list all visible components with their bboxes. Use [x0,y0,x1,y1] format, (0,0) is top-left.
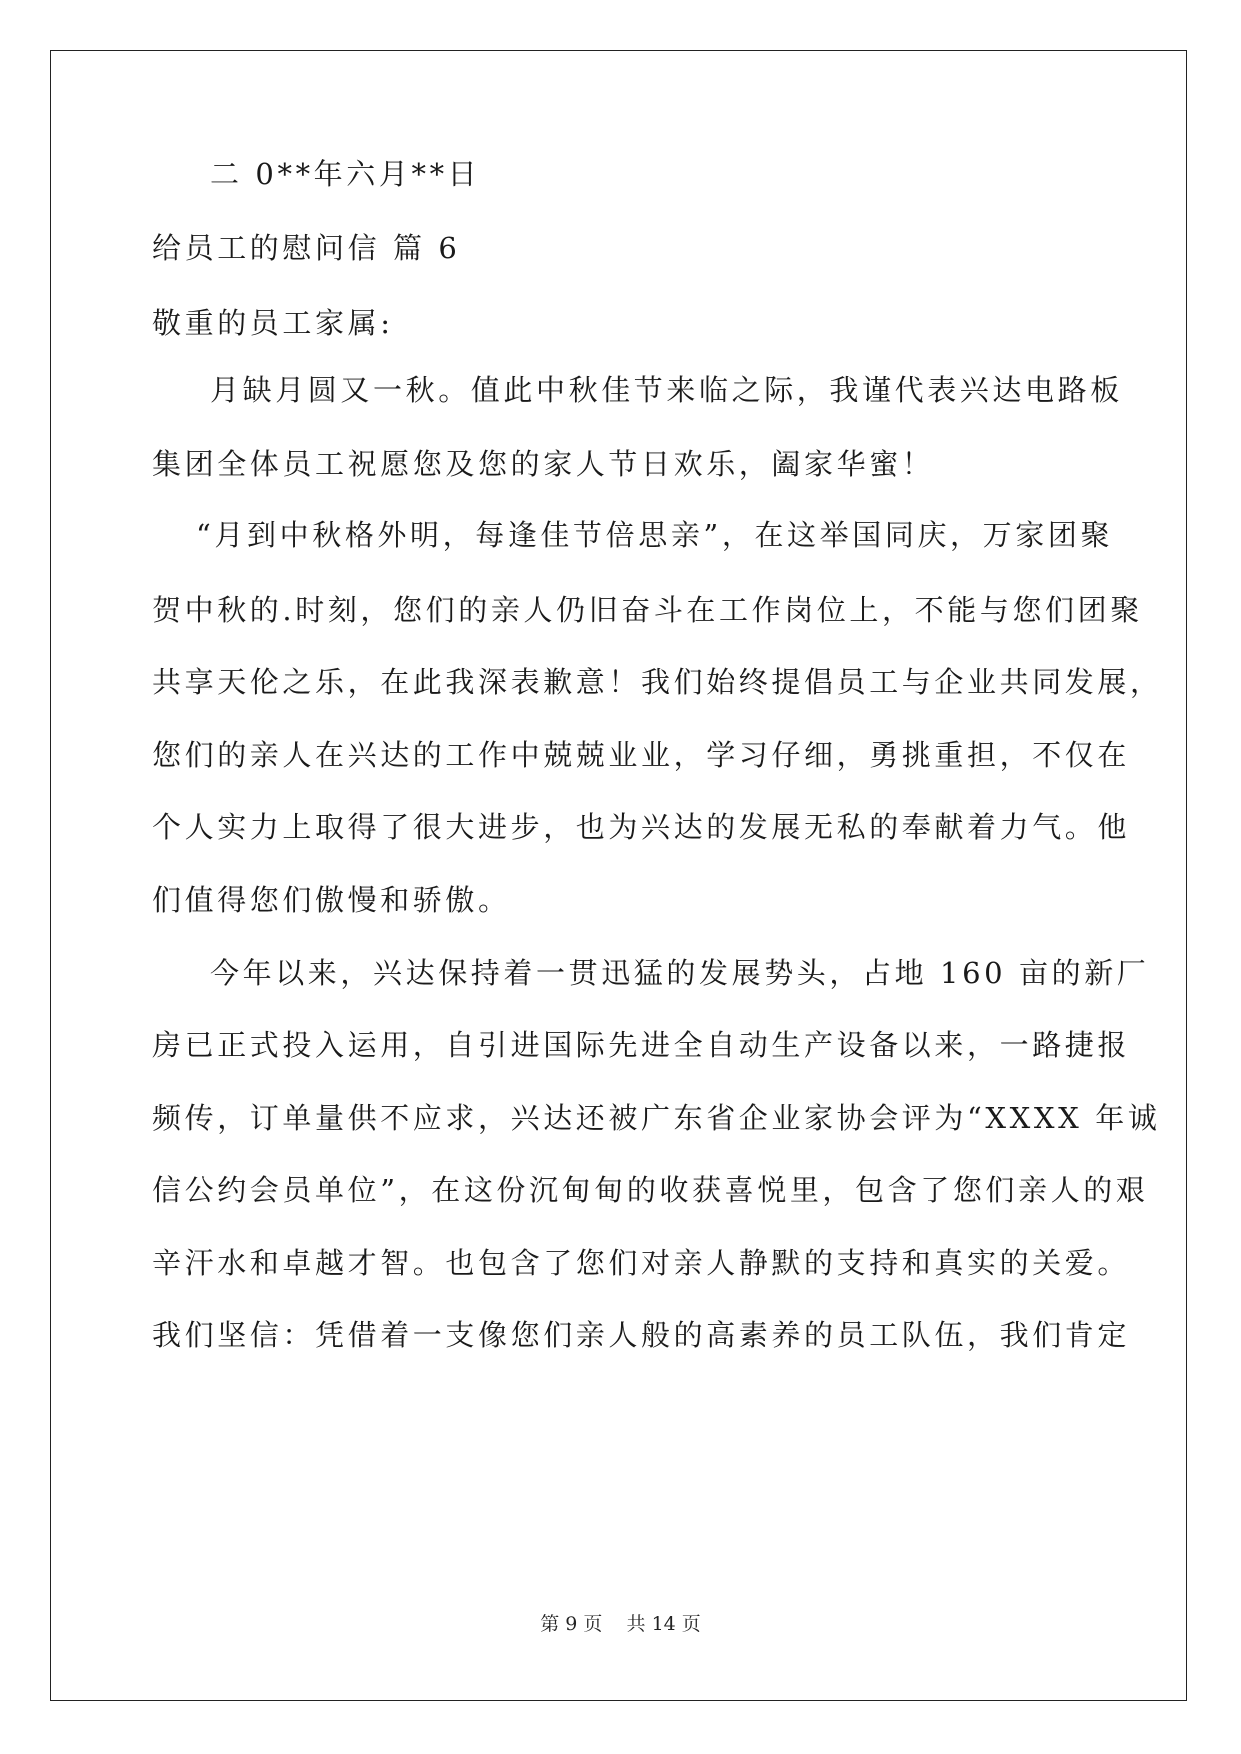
body-line: 辛汗水和卓越才智。也包含了您们对亲人静默的支持和真实的关爱。 [152,1246,1131,1280]
body-line: 信公约会员单位”，在这份沉甸甸的收获喜悦里，包含了您们亲人的艰 [152,1173,1149,1207]
body-line: “月到中秋格外明，每逢佳节倍思亲”，在这举国同庆，万家团聚 [196,518,1114,552]
body-line: 房已正式投入运用，自引进国际先进全自动生产设备以来，一路捷报 [152,1028,1131,1062]
body-line: 们值得您们傲慢和骄傲。 [152,883,511,917]
page-number: 第 9 页 [540,1613,603,1635]
salutation: 敬重的员工家属: [152,306,394,340]
body-line: 今年以来，兴达保持着一贯迅猛的发展势头，占地 160 亩的新厂 [210,956,1150,990]
date-line: 二 0**年六月**日 [210,157,481,191]
body-line: 共享天伦之乐，在此我深表歉意！我们始终提倡员工与企业共同发展， [152,665,1163,699]
body-line: 您们的亲人在兴达的工作中兢兢业业，学习仔细，勇挑重担，不仅在 [152,738,1131,772]
page-border [50,50,1187,1701]
body-line: 我们坚信：凭借着一支像您们亲人般的高素养的员工队伍，我们肯定 [152,1318,1131,1352]
body-line: 贺中秋的.时刻，您们的亲人仍旧奋斗在工作岗位上，不能与您们团聚 [152,593,1143,627]
body-line: 集团全体员工祝愿您及您的家人节日欢乐，阖家华蜜！ [152,447,935,481]
letter-heading: 给员工的慰问信 篇 6 [152,231,461,265]
page-footer [0,1612,1241,1636]
body-line: 频传，订单量供不应求，兴达还被广东省企业家协会评为“XXXX 年诚 [152,1101,1161,1135]
page-total: 共 14 页 [626,1613,701,1635]
body-line: 个人实力上取得了很大进步，也为兴达的发展无私的奉献着力气。他 [152,810,1131,844]
body-line: 月缺月圆又一秋。值此中秋佳节来临之际，我谨代表兴达电路板 [210,373,1123,407]
